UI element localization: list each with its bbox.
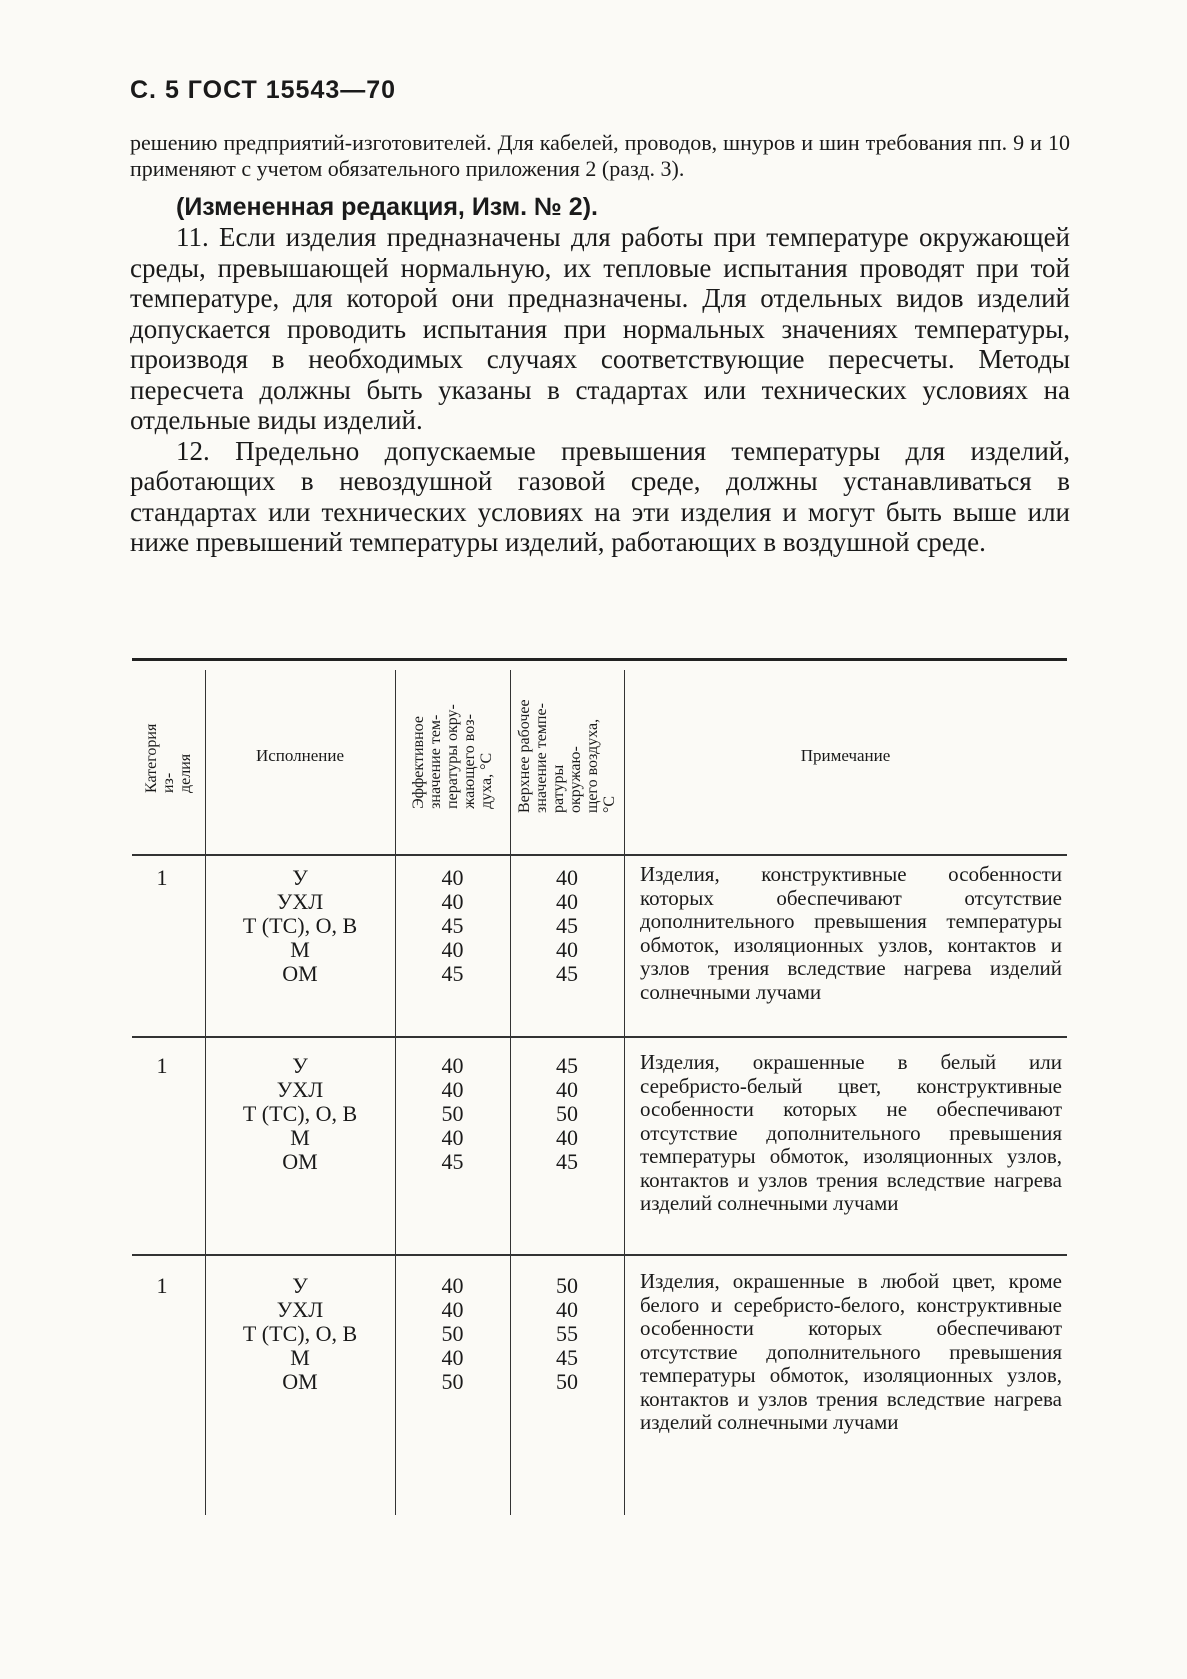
- row2-category: 1: [156, 1053, 168, 1078]
- header-effective-temperature: Эффективное значение тем- пературы окру- жающего воз- духа, °С: [410, 703, 495, 809]
- row2-note: Изделия, окрашенные в белый или серебристо-белый цвет, конструктивные особенности которых не обеспечивают отсутствие дополнительного превышения температуры обмоток, изоляционных узлов, контактов и узлов трения вследствие нагрева изделий солнечными лучами: [640, 1050, 1062, 1215]
- row3-category: 1: [156, 1273, 168, 1298]
- row1-category: 1: [156, 865, 168, 890]
- paragraph-11: 11. Если изделия предназначены для работы при температуре окружающей среды, превышающей нормальную, их тепловые испытания проводят при той температуре, для которой они предназначены. Для отдельных видов изделий допускается проводить испытания при нормальных значениях температуры, производя в необходимых случаях соответствующие пересчеты. Методы пересчета должны быть указаны в стадартах или технических условиях на отдельные виды изделий.: [130, 222, 1070, 435]
- row2-versions: У УХЛ Т (ТС), О, В М ОМ: [242, 1053, 358, 1174]
- row3-effective: 40 40 50 40 50: [441, 1273, 464, 1394]
- row2-bottom-rule: [132, 1254, 1067, 1256]
- row1-effective: 40 40 45 40 45: [441, 865, 464, 986]
- row1-upper: 40 40 45 40 45: [556, 865, 578, 986]
- row1-note: Изделия, конструктивные особенности которых обеспечивают отсутствие дополнительного превышения температуры обмоток, изоляционных узлов, контактов и узлов трения вследствие нагрева изделий солнечными лучами: [640, 862, 1062, 1004]
- row3-upper: 50 40 55 45 50: [556, 1273, 578, 1394]
- paragraph-12: 12. Предельно допускаемые превышения температуры для изделий, работающих в невоздушной газовой среде, должны устанавливаться в стандартах или технических условиях на эти изделия и могут быть выше или ниже превышений температуры изделий, работающих в воздушной среде.: [130, 435, 1070, 557]
- row3-versions: У УХЛ Т (ТС), О, В М ОМ: [242, 1273, 358, 1394]
- col-divider-4: [624, 670, 625, 1515]
- row2-upper: 45 40 50 40 45: [556, 1053, 578, 1174]
- header-bottom-rule: [132, 854, 1067, 856]
- row2-effective: 40 40 50 40 45: [441, 1053, 464, 1174]
- row3-note: Изделия, окрашенные в любой цвет, кроме белого и серебристо-белого, конструктивные особенности которых обеспечивают отсутствие дополнительного превышения температуры обмоток, изоляционных узлов, контактов и узлов трения вследствие нагрева изделий солнечными лучами: [640, 1269, 1062, 1434]
- header-category: Категория из- делия: [143, 723, 194, 793]
- page-header: С. 5 ГОСТ 15543—70: [130, 76, 397, 104]
- row1-bottom-rule: [132, 1036, 1067, 1038]
- edit-note: (Измененная редакция, Изм. № 2).: [176, 193, 598, 221]
- header-version: Исполнение: [255, 746, 345, 765]
- header-upper-temperature: Верхнее рабочее значение темпе- ратуры окружаю- щего воздуха, °С: [516, 699, 618, 813]
- header-note: Примечание: [800, 746, 891, 765]
- body-text: [130, 130, 1070, 558]
- intro-paragraph: решению предприятий-изготовителей. Для кабелей, проводов, шнуров и шин требования пп. 9 и 10 применяют с учетом обязательного приложения 2 (разд. 3).: [130, 130, 1070, 181]
- row1-versions: У УХЛ Т (ТС), О, В М ОМ: [242, 865, 358, 986]
